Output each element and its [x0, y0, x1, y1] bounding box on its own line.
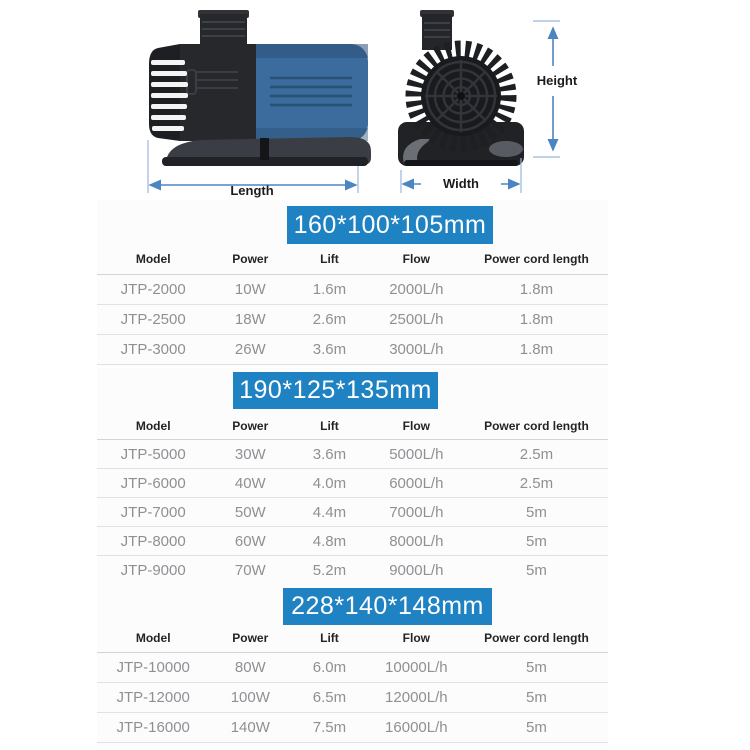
column-header: Model — [97, 412, 209, 440]
table-row — [97, 527, 608, 556]
table-cell: 4.0m — [291, 469, 368, 498]
table-cell: 6.0m — [291, 653, 368, 683]
size-badge: 160*100*105mm — [287, 206, 493, 244]
column-header-row — [97, 624, 608, 653]
length-dimension-label: Length — [230, 183, 274, 198]
table-cell: JTP-10000 — [97, 653, 209, 683]
spec-table — [97, 244, 608, 365]
table-cell: JTP-3000 — [97, 335, 209, 365]
table-cell: 2500L/h — [368, 305, 465, 335]
table-cell: JTP-12000 — [97, 683, 209, 713]
table-cell: 9000L/h — [368, 556, 465, 585]
table-row — [97, 440, 608, 469]
size-badge: 190*125*135mm — [233, 372, 438, 409]
table-cell: 1.8m — [465, 305, 608, 335]
table-cell: 5m — [465, 498, 608, 527]
table-cell: 2.5m — [465, 469, 608, 498]
table-cell: 10W — [209, 275, 291, 305]
column-header: Lift — [291, 412, 368, 440]
column-header: Flow — [368, 624, 465, 653]
column-header: Power cord length — [465, 624, 608, 653]
table-cell: 6.5m — [291, 683, 368, 713]
spec-table — [97, 412, 608, 585]
column-header: Flow — [368, 244, 465, 275]
column-header: Power cord length — [465, 412, 608, 440]
table-cell: 4.8m — [291, 527, 368, 556]
spec-section-160 — [97, 200, 608, 366]
column-header: Lift — [291, 624, 368, 653]
spec-section-190 — [97, 368, 608, 584]
table-row — [97, 469, 608, 498]
table-cell: 3.6m — [291, 335, 368, 365]
table-cell: 18W — [209, 305, 291, 335]
table-cell: 140W — [209, 713, 291, 743]
table-cell: JTP-6000 — [97, 469, 209, 498]
table-cell: 80W — [209, 653, 291, 683]
table-cell: 12000L/h — [368, 683, 465, 713]
table-cell: 5m — [465, 713, 608, 743]
dimension-diagram — [0, 0, 750, 198]
table-cell: 5m — [465, 683, 608, 713]
table-cell: 8000L/h — [368, 527, 465, 556]
column-header-row — [97, 412, 608, 440]
table-row — [97, 653, 608, 683]
table-cell: JTP-2500 — [97, 305, 209, 335]
table-cell: JTP-8000 — [97, 527, 209, 556]
table-cell: 60W — [209, 527, 291, 556]
table-cell: 70W — [209, 556, 291, 585]
spec-table-body — [97, 440, 608, 585]
table-cell: JTP-9000 — [97, 556, 209, 585]
table-cell: 2.6m — [291, 305, 368, 335]
table-cell: 2.5m — [465, 440, 608, 469]
table-cell: 1.8m — [465, 275, 608, 305]
table-cell: 50W — [209, 498, 291, 527]
table-cell: 3.6m — [291, 440, 368, 469]
column-header: Power — [209, 624, 291, 653]
table-cell: 5.2m — [291, 556, 368, 585]
table-cell: 5m — [465, 527, 608, 556]
spec-table — [97, 624, 608, 743]
dimension-arrows-overlay — [0, 0, 750, 198]
table-cell: 1.6m — [291, 275, 368, 305]
table-cell: 10000L/h — [368, 653, 465, 683]
column-header: Power — [209, 412, 291, 440]
width-dimension-label: Width — [421, 177, 501, 191]
table-row — [97, 305, 608, 335]
table-cell: 2000L/h — [368, 275, 465, 305]
column-header: Lift — [291, 244, 368, 275]
table-cell: JTP-2000 — [97, 275, 209, 305]
spec-table-head — [97, 624, 608, 653]
table-cell: 5m — [465, 653, 608, 683]
column-header: Model — [97, 244, 209, 275]
spec-section-228 — [97, 584, 608, 746]
table-cell: 16000L/h — [368, 713, 465, 743]
spec-table-body — [97, 275, 608, 365]
spec-table-body — [97, 653, 608, 743]
table-cell: 7.5m — [291, 713, 368, 743]
table-cell: 4.4m — [291, 498, 368, 527]
size-badge: 228*140*148mm — [283, 588, 492, 625]
table-cell: 1.8m — [465, 335, 608, 365]
table-row — [97, 498, 608, 527]
table-cell: JTP-16000 — [97, 713, 209, 743]
table-cell: JTP-7000 — [97, 498, 209, 527]
column-header: Power cord length — [465, 244, 608, 275]
table-cell: 30W — [209, 440, 291, 469]
spec-table-head — [97, 244, 608, 275]
column-header: Model — [97, 624, 209, 653]
table-cell: 100W — [209, 683, 291, 713]
column-header: Flow — [368, 412, 465, 440]
table-cell: JTP-5000 — [97, 440, 209, 469]
height-dimension-label: Height — [517, 74, 597, 88]
table-row — [97, 335, 608, 365]
table-cell: 3000L/h — [368, 335, 465, 365]
table-cell: 7000L/h — [368, 498, 465, 527]
spec-table-head — [97, 412, 608, 440]
table-row — [97, 683, 608, 713]
table-cell: 6000L/h — [368, 469, 465, 498]
table-cell: 40W — [209, 469, 291, 498]
table-row — [97, 713, 608, 743]
table-cell: 26W — [209, 335, 291, 365]
table-cell: 5m — [465, 556, 608, 585]
column-header: Power — [209, 244, 291, 275]
table-cell: 5000L/h — [368, 440, 465, 469]
table-row — [97, 275, 608, 305]
table-row — [97, 556, 608, 585]
column-header-row — [97, 244, 608, 275]
